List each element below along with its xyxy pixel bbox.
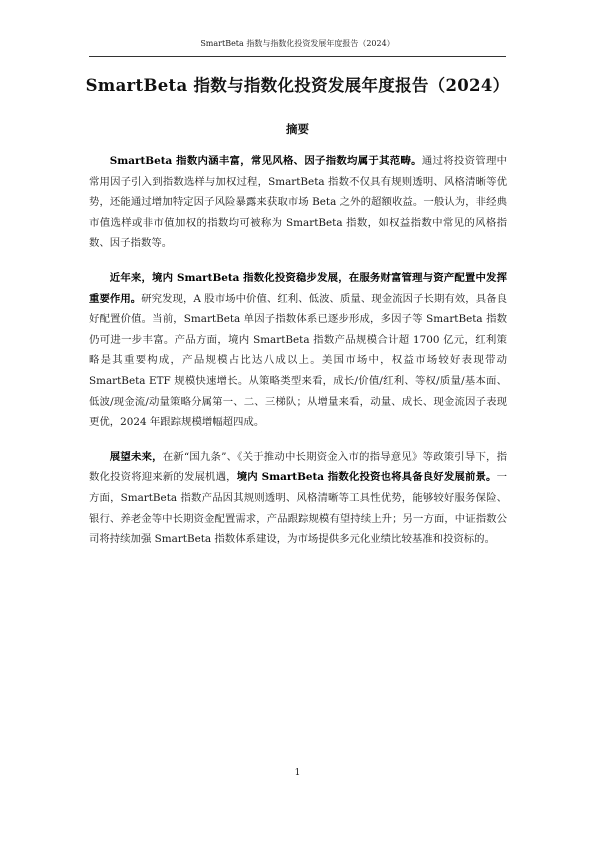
paragraph-outlook-mid: 在新“国九条”、《关于推动中长期资金入市的指导意见》等政策引导下，指数化投资将迎来新的发展机遇， xyxy=(89,450,508,484)
document-title: SmartBeta 指数与指数化投资发展年度报告（2024） xyxy=(85,76,510,95)
paragraph-development-lead: 近年来，境内 SmartBeta 指数化投资稳步发展，在服务财富管理与资产配置中发挥重要作用。 xyxy=(89,271,507,305)
abstract-heading: 摘要 xyxy=(286,122,309,136)
paragraph-intro-text: 通过将投资管理中常用因子引入到指数选样与加权过程，SmartBeta 指数不仅具有规则透明、风格清晰等优势，还能通过增加特定因子风险暴露来获取市场 Beta 之外的超额收益。一般认为，非经典市值选样或非市值加权的指数均可被称为 SmartBeta 指数，如权益指数中常见的风格指数、因子指数等。 xyxy=(89,155,508,250)
paragraph-outlook xyxy=(89,447,507,550)
paragraph-intro xyxy=(89,151,507,254)
paragraph-development xyxy=(89,268,507,433)
running-header xyxy=(89,38,506,57)
paragraph-development-text: 研究发现，A 股市场中价值、红利、低波、质量、现金流因子长期有效，具备良好配置价值。当前，SmartBeta 单因子指数体系已逐步形成，多因子等 SmartBeta 指数仍可进一步丰富。产品方面，境内 SmartBeta 指数产品规模合计超 1700 亿元，红利策略是其重要构成，产品规模占比达八成以上。美国市场中，权益市场较好表现带动 SmartBeta ETF 规模快速增长。从策略类型来看，成长/价值/红利、等权/质量/基本面、低波/现金流/动量策略分属第一、二、三梯队；从增量来看，动量、成长、现金流因子表现更优，2024 年跟踪规模增幅超四成。 xyxy=(89,292,507,429)
abstract-body xyxy=(89,151,507,564)
paragraph-intro-lead: SmartBeta 指数内涵丰富，常见风格、因子指数均属于其范畴。 xyxy=(109,155,422,167)
paragraph-outlook-lead: 展望未来， xyxy=(109,450,163,463)
page-number: 1 xyxy=(294,768,301,778)
paragraph-outlook-lead-b: 境内 SmartBeta 指数化投资也将具备良好发展前景。 xyxy=(236,471,497,484)
paragraph-outlook-text: 一方面，SmartBeta 指数产品因其规则透明、风格清晰等工具性优势，能够较好服务保险、银行、养老金等中长期资金配置需求，产品跟踪规模有望持续上升；另一方面，中证指数公司将持续加强 SmartBeta 指数体系建设，为市场提供多元化业绩比较基准和投资标的。 xyxy=(89,471,508,546)
running-header-title: SmartBeta 指数与指数化投资发展年度报告（2024） xyxy=(200,39,395,48)
